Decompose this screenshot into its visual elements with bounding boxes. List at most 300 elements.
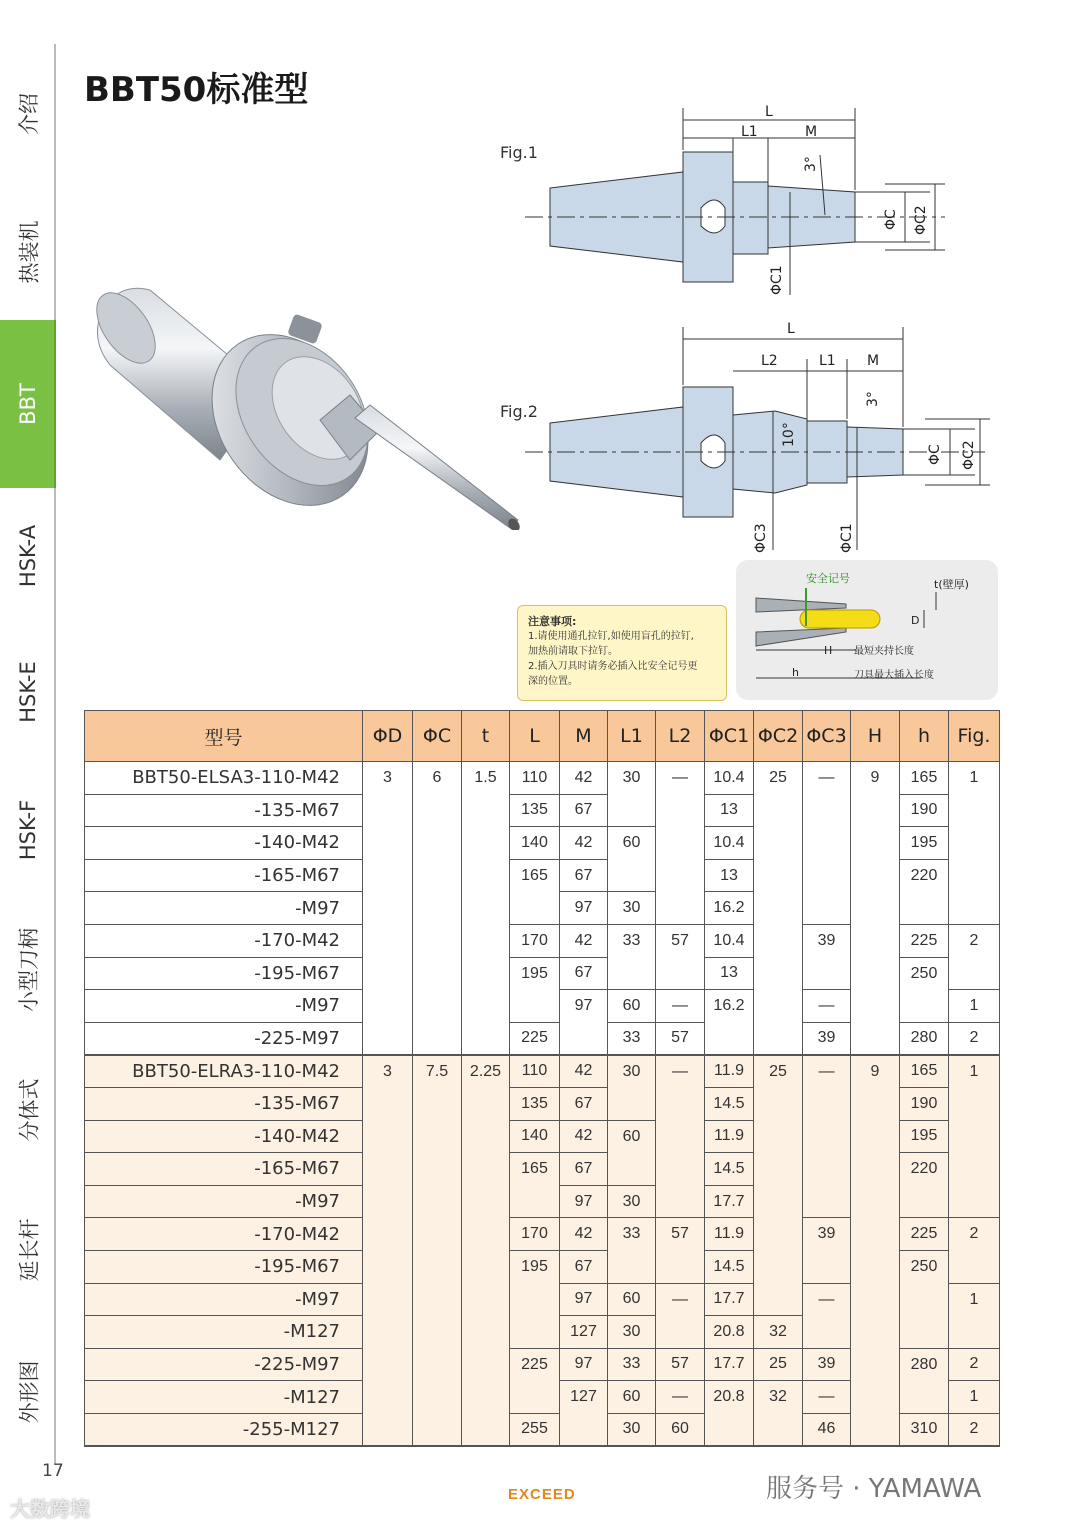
nav-tab-label: HSK-A bbox=[16, 524, 41, 588]
value-cell: 67 bbox=[560, 859, 608, 892]
value-cell bbox=[363, 1087, 413, 1120]
value-cell bbox=[413, 827, 462, 860]
nav-tab-outline-drawing[interactable] bbox=[0, 1320, 56, 1464]
fig1-drawing bbox=[525, 100, 955, 300]
table-row bbox=[85, 1153, 1000, 1186]
value-cell bbox=[754, 1413, 803, 1446]
value-cell: 67 bbox=[560, 1153, 608, 1186]
value-cell bbox=[510, 1185, 560, 1218]
fig2-dim: 3° bbox=[865, 391, 881, 407]
nav-tab-label: BBT bbox=[16, 383, 40, 425]
value-cell bbox=[608, 1087, 656, 1120]
model-cell: -255-M127 bbox=[85, 1413, 363, 1446]
value-cell bbox=[363, 1218, 413, 1251]
min-clamp-label: 最短夹持长度 bbox=[854, 646, 914, 657]
value-cell bbox=[656, 827, 705, 860]
column-header: ΦC2 bbox=[754, 711, 803, 762]
value-cell: 2 bbox=[949, 1413, 1000, 1446]
notes-line: 2.插入刀具时请务必插入比安全记号更 bbox=[528, 661, 698, 672]
page-title: BBT50标准型 bbox=[84, 70, 309, 110]
fig1-dim: ΦC bbox=[883, 209, 899, 230]
value-cell bbox=[656, 1316, 705, 1349]
value-cell bbox=[803, 827, 851, 860]
value-cell: 165 bbox=[900, 762, 949, 795]
value-cell: 39 bbox=[803, 1348, 851, 1381]
value-cell bbox=[363, 1153, 413, 1186]
value-cell: 39 bbox=[803, 1218, 851, 1251]
value-cell bbox=[851, 1413, 900, 1446]
value-cell bbox=[705, 1022, 754, 1055]
nav-tab-intro[interactable] bbox=[0, 44, 56, 184]
value-cell: — bbox=[656, 1283, 705, 1316]
value-cell bbox=[363, 1250, 413, 1283]
value-cell: 165 bbox=[900, 1055, 949, 1088]
value-cell: 67 bbox=[560, 1087, 608, 1120]
caution-notes bbox=[517, 605, 727, 701]
value-cell bbox=[900, 1185, 949, 1218]
value-cell: 14.5 bbox=[705, 1087, 754, 1120]
value-cell: 67 bbox=[560, 957, 608, 990]
value-cell: 13 bbox=[705, 794, 754, 827]
fig2-drawing bbox=[525, 315, 995, 555]
value-cell bbox=[754, 1185, 803, 1218]
safety-mark-label: 安全记号 bbox=[806, 572, 850, 585]
table-row bbox=[85, 1283, 1000, 1316]
value-cell bbox=[363, 859, 413, 892]
value-cell bbox=[608, 957, 656, 990]
nav-tab-shrink-machine[interactable] bbox=[0, 184, 56, 320]
value-cell: 1 bbox=[949, 1283, 1000, 1316]
value-cell bbox=[754, 1022, 803, 1055]
value-cell: 195 bbox=[510, 1250, 560, 1283]
value-cell: 30 bbox=[608, 1316, 656, 1349]
value-cell: 33 bbox=[608, 1218, 656, 1251]
value-cell: 33 bbox=[608, 1022, 656, 1055]
value-cell bbox=[851, 990, 900, 1023]
value-cell: 30 bbox=[608, 1055, 656, 1088]
value-cell bbox=[363, 1413, 413, 1446]
value-cell: 25 bbox=[754, 1055, 803, 1088]
value-cell bbox=[413, 1381, 462, 1414]
value-cell: 16.2 bbox=[705, 892, 754, 925]
value-cell: 1 bbox=[949, 990, 1000, 1023]
nav-tab-hsk-a[interactable] bbox=[0, 488, 56, 624]
value-cell bbox=[462, 1381, 510, 1414]
table-row bbox=[85, 892, 1000, 925]
value-cell: 13 bbox=[705, 957, 754, 990]
value-cell bbox=[413, 924, 462, 957]
nav-tab-label: 热装机 bbox=[17, 220, 41, 284]
column-header: ΦD bbox=[363, 711, 413, 762]
value-cell: 42 bbox=[560, 762, 608, 795]
value-cell: 97 bbox=[560, 1283, 608, 1316]
column-header: ΦC3 bbox=[803, 711, 851, 762]
value-cell: — bbox=[656, 1055, 705, 1088]
value-cell: 42 bbox=[560, 1218, 608, 1251]
value-cell bbox=[754, 1087, 803, 1120]
value-cell: 42 bbox=[560, 1120, 608, 1153]
value-cell: 57 bbox=[656, 924, 705, 957]
model-cell: -M97 bbox=[85, 990, 363, 1023]
table-row bbox=[85, 1381, 1000, 1414]
nav-tab-hsk-f[interactable] bbox=[0, 760, 56, 900]
value-cell: 17.7 bbox=[705, 1348, 754, 1381]
column-header: L2 bbox=[656, 711, 705, 762]
fig1-dim: ΦC2 bbox=[913, 205, 929, 235]
value-cell bbox=[656, 1087, 705, 1120]
value-cell bbox=[754, 827, 803, 860]
value-cell: 1 bbox=[949, 762, 1000, 795]
value-cell: 225 bbox=[900, 1218, 949, 1251]
nav-tab-split-type[interactable] bbox=[0, 1040, 56, 1180]
value-cell: 10.4 bbox=[705, 924, 754, 957]
value-cell bbox=[462, 990, 510, 1023]
value-cell bbox=[754, 990, 803, 1023]
table-row bbox=[85, 1250, 1000, 1283]
model-cell: -M97 bbox=[85, 1185, 363, 1218]
model-cell: -M97 bbox=[85, 892, 363, 925]
model-cell: -135-M67 bbox=[85, 794, 363, 827]
notes-line: 深的位置。 bbox=[528, 676, 578, 687]
value-cell: 97 bbox=[560, 892, 608, 925]
model-cell: -M127 bbox=[85, 1381, 363, 1414]
value-cell: 140 bbox=[510, 827, 560, 860]
fig2-dim: L1 bbox=[819, 353, 836, 369]
value-cell: 255 bbox=[510, 1413, 560, 1446]
table-row bbox=[85, 794, 1000, 827]
value-cell bbox=[851, 1022, 900, 1055]
value-cell bbox=[560, 1022, 608, 1055]
value-cell bbox=[413, 1283, 462, 1316]
model-cell: -140-M42 bbox=[85, 1120, 363, 1153]
value-cell bbox=[949, 1087, 1000, 1120]
model-cell: -170-M42 bbox=[85, 1218, 363, 1251]
fig2-dim: ΦC bbox=[927, 444, 943, 465]
value-cell: 220 bbox=[900, 859, 949, 892]
value-cell bbox=[803, 1185, 851, 1218]
value-cell: 250 bbox=[900, 1250, 949, 1283]
value-cell: 60 bbox=[608, 1283, 656, 1316]
value-cell bbox=[705, 1413, 754, 1446]
value-cell bbox=[754, 794, 803, 827]
value-cell: 46 bbox=[803, 1413, 851, 1446]
value-cell: 2 bbox=[949, 924, 1000, 957]
value-cell: 280 bbox=[900, 1348, 949, 1381]
value-cell: 135 bbox=[510, 794, 560, 827]
value-cell: — bbox=[656, 762, 705, 795]
value-cell: 220 bbox=[900, 1153, 949, 1186]
value-cell: 14.5 bbox=[705, 1250, 754, 1283]
model-cell: -M127 bbox=[85, 1316, 363, 1349]
notes-line: 加热前请取下拉钉。 bbox=[528, 646, 618, 657]
value-cell bbox=[803, 1087, 851, 1120]
value-cell: 42 bbox=[560, 924, 608, 957]
value-cell: 195 bbox=[900, 827, 949, 860]
value-cell: — bbox=[803, 762, 851, 795]
value-cell: 2 bbox=[949, 1348, 1000, 1381]
nav-tab-small-holder[interactable] bbox=[0, 900, 56, 1040]
value-cell: 190 bbox=[900, 1087, 949, 1120]
column-header: t bbox=[462, 711, 510, 762]
value-cell bbox=[462, 1413, 510, 1446]
value-cell: 110 bbox=[510, 1055, 560, 1088]
fig2-dim: 10° bbox=[781, 422, 797, 447]
value-cell bbox=[851, 1283, 900, 1316]
model-cell: -195-M67 bbox=[85, 1250, 363, 1283]
column-header: 型号 bbox=[85, 711, 363, 762]
spec-table bbox=[84, 710, 1000, 1447]
fig1-dim: ΦC1 bbox=[769, 265, 785, 295]
value-cell bbox=[754, 1250, 803, 1283]
value-cell: 3 bbox=[363, 1055, 413, 1088]
nav-tab-label: HSK-F bbox=[16, 799, 41, 861]
value-cell bbox=[413, 990, 462, 1023]
value-cell bbox=[363, 1120, 413, 1153]
tool-holder-render bbox=[80, 270, 530, 530]
table-row bbox=[85, 1185, 1000, 1218]
column-header: H bbox=[851, 711, 900, 762]
fig1-dim: M bbox=[805, 124, 818, 140]
value-cell: 25 bbox=[754, 1348, 803, 1381]
nav-tab-label: 延长杆 bbox=[17, 1218, 41, 1282]
value-cell: — bbox=[656, 1381, 705, 1414]
value-cell: 3 bbox=[363, 762, 413, 795]
value-cell bbox=[462, 1348, 510, 1381]
value-cell: 30 bbox=[608, 892, 656, 925]
value-cell bbox=[413, 794, 462, 827]
value-cell: 127 bbox=[560, 1381, 608, 1414]
value-cell: 225 bbox=[510, 1022, 560, 1055]
value-cell: — bbox=[803, 990, 851, 1023]
value-cell: 39 bbox=[803, 1022, 851, 1055]
value-cell bbox=[803, 1250, 851, 1283]
value-cell: 225 bbox=[510, 1348, 560, 1381]
value-cell bbox=[754, 1120, 803, 1153]
value-cell bbox=[363, 990, 413, 1023]
model-cell: -170-M42 bbox=[85, 924, 363, 957]
value-cell bbox=[949, 859, 1000, 892]
fig2-dim: L2 bbox=[761, 353, 778, 369]
value-cell: 33 bbox=[608, 1348, 656, 1381]
value-cell: 97 bbox=[560, 1348, 608, 1381]
value-cell bbox=[803, 1120, 851, 1153]
fig2-dim: ΦC1 bbox=[839, 523, 855, 553]
model-cell: -195-M67 bbox=[85, 957, 363, 990]
value-cell bbox=[462, 1283, 510, 1316]
value-cell: 16.2 bbox=[705, 990, 754, 1023]
value-cell: — bbox=[656, 990, 705, 1023]
value-cell bbox=[413, 1120, 462, 1153]
value-cell bbox=[949, 1250, 1000, 1283]
value-cell: 97 bbox=[560, 1185, 608, 1218]
table-row bbox=[85, 957, 1000, 990]
value-cell: 127 bbox=[560, 1316, 608, 1349]
value-cell: 9 bbox=[851, 762, 900, 795]
value-cell: 39 bbox=[803, 924, 851, 957]
value-cell: 250 bbox=[900, 957, 949, 990]
value-cell: 57 bbox=[656, 1022, 705, 1055]
value-cell bbox=[949, 1120, 1000, 1153]
value-cell bbox=[462, 957, 510, 990]
value-cell bbox=[363, 794, 413, 827]
value-cell bbox=[900, 1283, 949, 1316]
value-cell bbox=[462, 1316, 510, 1349]
value-cell bbox=[462, 1250, 510, 1283]
value-cell: 6 bbox=[413, 762, 462, 795]
value-cell bbox=[413, 1153, 462, 1186]
fig2-dim: M bbox=[867, 353, 880, 369]
value-cell: 10.4 bbox=[705, 827, 754, 860]
model-cell: -140-M42 bbox=[85, 827, 363, 860]
fig2-dim: L bbox=[787, 321, 795, 337]
value-cell bbox=[363, 892, 413, 925]
value-cell bbox=[754, 1283, 803, 1316]
table-row bbox=[85, 1120, 1000, 1153]
h-label: H bbox=[824, 644, 833, 657]
value-cell bbox=[851, 1120, 900, 1153]
value-cell: 10.4 bbox=[705, 762, 754, 795]
value-cell: 1 bbox=[949, 1055, 1000, 1088]
table-row bbox=[85, 1316, 1000, 1349]
value-cell: 1 bbox=[949, 1381, 1000, 1414]
value-cell: 2 bbox=[949, 1022, 1000, 1055]
table-row bbox=[85, 1218, 1000, 1251]
value-cell bbox=[462, 859, 510, 892]
model-cell: BBT50-ELRA3-110-M42 bbox=[85, 1055, 363, 1088]
nav-tab-label: HSK-E bbox=[16, 661, 41, 723]
table-row bbox=[85, 1087, 1000, 1120]
nav-tab-bbt[interactable] bbox=[0, 320, 56, 488]
value-cell: 60 bbox=[608, 1381, 656, 1414]
value-cell bbox=[413, 1413, 462, 1446]
value-cell bbox=[851, 827, 900, 860]
value-cell bbox=[363, 1316, 413, 1349]
value-cell: 135 bbox=[510, 1087, 560, 1120]
model-cell: -225-M97 bbox=[85, 1022, 363, 1055]
safety-mark-diagram bbox=[736, 560, 998, 700]
table-row bbox=[85, 762, 1000, 795]
value-cell bbox=[754, 892, 803, 925]
value-cell: 20.8 bbox=[705, 1381, 754, 1414]
value-cell: 97 bbox=[560, 990, 608, 1023]
value-cell bbox=[656, 1250, 705, 1283]
nav-tab-extension[interactable] bbox=[0, 1180, 56, 1320]
value-cell: 2.25 bbox=[462, 1055, 510, 1088]
value-cell: 190 bbox=[900, 794, 949, 827]
table-row bbox=[85, 859, 1000, 892]
fig1-label: Fig.1 bbox=[500, 143, 538, 162]
value-cell bbox=[413, 1348, 462, 1381]
value-cell bbox=[949, 957, 1000, 990]
value-cell: 13 bbox=[705, 859, 754, 892]
fig1-dim: L1 bbox=[741, 124, 758, 140]
value-cell: 2 bbox=[949, 1218, 1000, 1251]
table-row bbox=[85, 924, 1000, 957]
value-cell bbox=[560, 1413, 608, 1446]
value-cell: 42 bbox=[560, 1055, 608, 1088]
value-cell bbox=[363, 1283, 413, 1316]
value-cell bbox=[510, 990, 560, 1023]
h2-label: h bbox=[792, 666, 799, 679]
value-cell bbox=[462, 892, 510, 925]
notes-line: 1.请使用通孔拉钉,如使用盲孔的拉钉, bbox=[528, 631, 694, 642]
value-cell bbox=[851, 1316, 900, 1349]
value-cell bbox=[754, 957, 803, 990]
column-header: M bbox=[560, 711, 608, 762]
value-cell: 30 bbox=[608, 1185, 656, 1218]
value-cell bbox=[363, 1381, 413, 1414]
table-row bbox=[85, 1413, 1000, 1446]
value-cell: 7.5 bbox=[413, 1055, 462, 1088]
value-cell bbox=[803, 1153, 851, 1186]
nav-tab-hsk-e[interactable] bbox=[0, 624, 56, 760]
value-cell: 11.9 bbox=[705, 1218, 754, 1251]
value-cell bbox=[462, 924, 510, 957]
value-cell bbox=[851, 924, 900, 957]
value-cell: 1.5 bbox=[462, 762, 510, 795]
value-cell bbox=[413, 957, 462, 990]
fig2-label: Fig.2 bbox=[500, 402, 538, 421]
diameter-label: D bbox=[911, 614, 920, 627]
value-cell bbox=[949, 1185, 1000, 1218]
value-cell bbox=[363, 1022, 413, 1055]
table-group-elsa3 bbox=[85, 762, 1000, 1055]
wall-thickness-label: t(壁厚) bbox=[934, 578, 969, 591]
value-cell: 33 bbox=[608, 924, 656, 957]
value-cell: — bbox=[803, 1381, 851, 1414]
value-cell bbox=[608, 1250, 656, 1283]
side-navigation bbox=[0, 44, 58, 1464]
value-cell bbox=[413, 1185, 462, 1218]
value-cell: 32 bbox=[754, 1381, 803, 1414]
value-cell bbox=[949, 892, 1000, 925]
value-cell bbox=[363, 1348, 413, 1381]
value-cell bbox=[949, 827, 1000, 860]
table-group-elra3 bbox=[85, 1055, 1000, 1446]
notes-title: 注意事项: bbox=[528, 615, 577, 628]
value-cell: — bbox=[803, 1055, 851, 1088]
value-cell bbox=[851, 1348, 900, 1381]
value-cell bbox=[462, 1218, 510, 1251]
value-cell bbox=[851, 957, 900, 990]
brand-logo: EXCEED bbox=[508, 1486, 576, 1503]
fig1-dim: 3° bbox=[803, 156, 819, 172]
value-cell: 14.5 bbox=[705, 1153, 754, 1186]
value-cell: 165 bbox=[510, 1153, 560, 1186]
value-cell: 67 bbox=[560, 794, 608, 827]
column-header: ΦC1 bbox=[705, 711, 754, 762]
value-cell bbox=[949, 1153, 1000, 1186]
value-cell bbox=[462, 1022, 510, 1055]
value-cell bbox=[656, 1120, 705, 1153]
nav-tab-label: 介绍 bbox=[17, 93, 41, 135]
value-cell: 17.7 bbox=[705, 1283, 754, 1316]
value-cell: 60 bbox=[608, 1120, 656, 1153]
value-cell bbox=[608, 859, 656, 892]
value-cell bbox=[803, 892, 851, 925]
value-cell bbox=[510, 1381, 560, 1414]
model-cell: BBT50-ELSA3-110-M42 bbox=[85, 762, 363, 795]
nav-tab-label: 小型刀柄 bbox=[17, 928, 41, 1012]
value-cell bbox=[608, 1153, 656, 1186]
value-cell bbox=[413, 1087, 462, 1120]
value-cell bbox=[900, 1381, 949, 1414]
value-cell bbox=[851, 1087, 900, 1120]
model-cell: -M97 bbox=[85, 1283, 363, 1316]
value-cell bbox=[608, 794, 656, 827]
table-row bbox=[85, 990, 1000, 1023]
watermark-right: 服务号 · YAMAWA bbox=[766, 1474, 982, 1504]
